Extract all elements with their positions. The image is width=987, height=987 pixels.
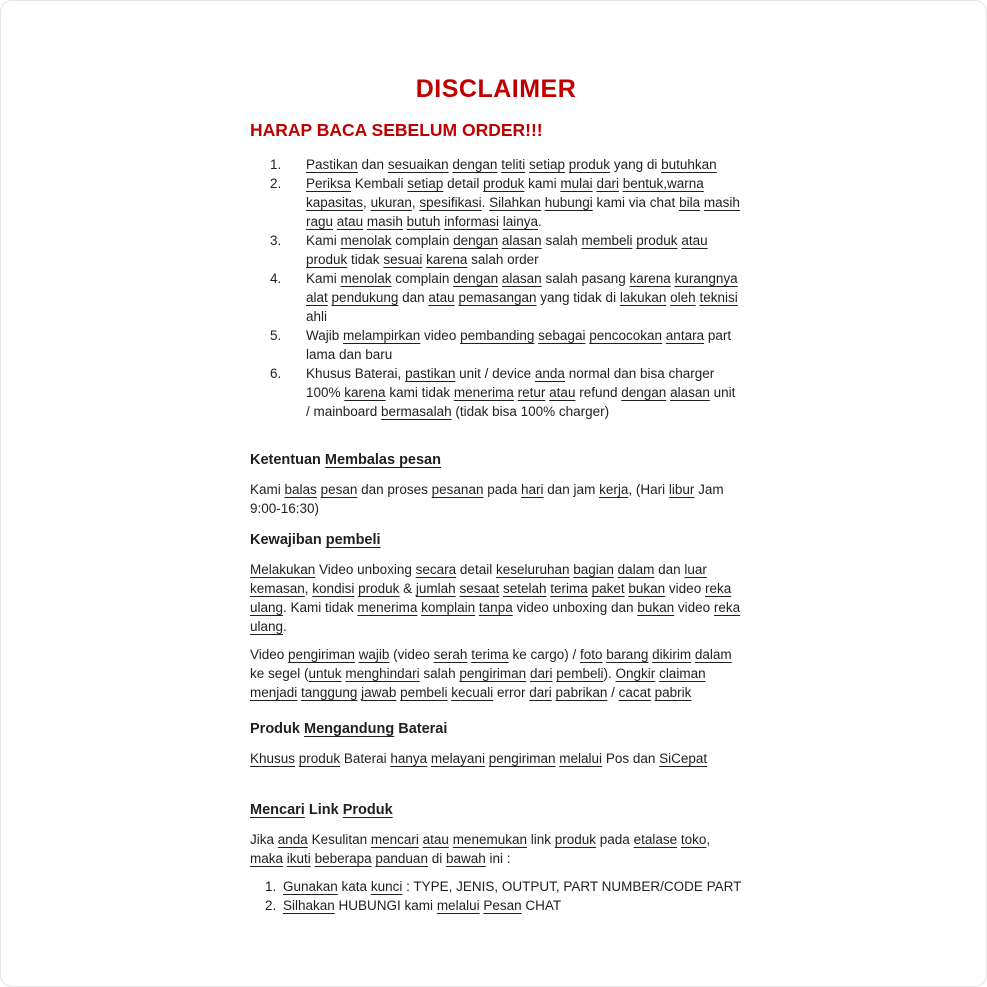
rule-item — [250, 364, 742, 421]
warning-subtitle: HARAP BACA SEBELUM ORDER!!! — [250, 120, 543, 140]
section-reply-policy — [250, 451, 742, 518]
rule-text: Periksa Kembali setiap detail produk kami mulai dari bentuk,warna kapasitas, ukuran, spesifikasi. Silahkan hubungi kami via chat bila masih ragu atau masih butuh informasi lainya. — [306, 176, 740, 229]
paragraph: Khusus produk Baterai hanya melayani pengiriman melalui Pos dan SiCepat — [250, 751, 708, 766]
rule-number: 2. — [270, 176, 282, 191]
rule-number: 5. — [270, 328, 282, 343]
guide-step — [250, 877, 742, 896]
guide-steps-list — [250, 877, 742, 915]
disclaimer-document — [250, 75, 742, 915]
rule-item — [250, 231, 742, 269]
guide-step-text: Gunakan kata kunci : TYPE, JENIS, OUTPUT, PART NUMBER/CODE PART — [283, 879, 742, 894]
rule-number: 3. — [270, 233, 282, 248]
paragraph: Melakukan Video unboxing secara detail keseluruhan bagian dalam dan luar kemasan, kondisi produk & jumlah sesaat setelah terima paket bukan video reka ulang. Kami tidak menerima komplain tanpa video unboxing dan bukan video reka ulang. — [250, 562, 741, 634]
section-battery-products — [250, 720, 742, 768]
rule-item — [250, 326, 742, 364]
rule-text: Khusus Baterai, pastikan unit / device anda normal dan bisa charger 100% karena kami tidak menerima retur atau refund dengan alasan unit / mainboard bermasalah (tidak bisa 100% charger) — [306, 366, 736, 419]
section-buyer-obligation — [250, 531, 742, 702]
rule-text: Kami menolak complain dengan alasan salah membeli produk atau produk tidak sesuai karena salah order — [306, 233, 708, 267]
rule-text: Wajib melampirkan video pembanding sebagai pencocokan antara part lama dan baru — [306, 328, 732, 362]
rule-number: 6. — [270, 366, 282, 381]
rule-text: Kami menolak complain dengan alasan salah pasang karena kurangnya alat pendukung dan atau pemasangan yang tidak di lakukan oleh teknisi ahli — [306, 271, 738, 324]
rule-item — [250, 269, 742, 326]
paragraph: Kami balas pesan dan proses pesanan pada hari dan jam kerja, (Hari libur Jam 9:00-16:30) — [250, 482, 724, 516]
rules-list — [250, 155, 742, 421]
guide-step-text: Silhakan HUBUNGI kami melalui Pesan CHAT — [283, 898, 562, 913]
rule-item — [250, 174, 742, 231]
section-heading: Produk Mengandung Baterai — [250, 721, 448, 737]
guide-step-number: 1. — [265, 879, 277, 894]
rule-number: 1. — [270, 157, 282, 172]
section-heading: Kewajiban pembeli — [250, 532, 381, 548]
section-heading: Mencari Link Produk — [250, 802, 393, 818]
section-heading: Ketentuan Membalas pesan — [250, 452, 441, 468]
paragraph: Jika anda Kesulitan mencari atau menemukan link produk pada etalase toko, maka ikuti beberapa panduan di bawah ini : — [250, 832, 711, 866]
rule-item — [250, 155, 742, 174]
rule-number: 4. — [270, 271, 282, 286]
rule-text: Pastikan dan sesuaikan dengan teliti setiap produk yang di butuhkan — [306, 157, 717, 172]
section-find-product-link — [250, 801, 742, 915]
guide-step — [250, 896, 742, 915]
document-title: DISCLAIMER — [415, 75, 577, 103]
guide-step-number: 2. — [265, 898, 277, 913]
paragraph: Video pengiriman wajib (video serah terima ke cargo) / foto barang dikirim dalam ke segel (untuk menghindari salah pengiriman dari pembeli). Ongkir claiman menjadi tanggung jawab pembeli kecuali error dari pabrikan / cacat pabrik — [250, 647, 732, 700]
